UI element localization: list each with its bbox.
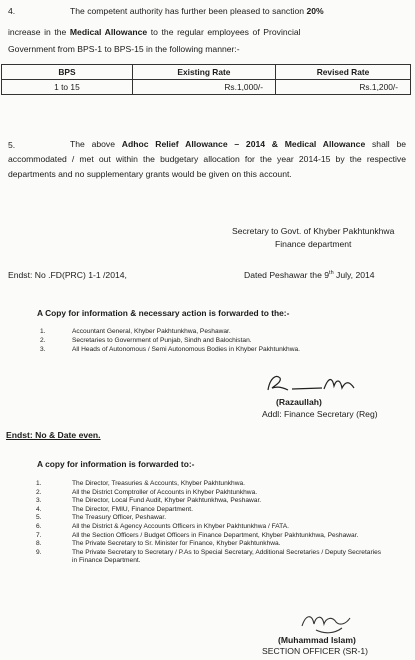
list-item: 2. All the District Comptroller of Accounts in Khyber Pakhtunkhwa. — [36, 488, 258, 496]
copy1-heading: A Copy for information & necessary action is forwarded to the:- — [37, 308, 290, 318]
para4-number: 4. — [8, 6, 16, 16]
signatory2-name: (Razaullah) — [276, 397, 322, 407]
para4-line2: increase in the Medical Allowance to the regular employees of Provincial — [8, 27, 301, 37]
table-header-existing: Existing Rate — [132, 65, 275, 80]
table-header-bps: BPS — [2, 65, 133, 80]
copy1-list — [40, 327, 300, 354]
list-item: 1. The Director, Treasuries & Accounts, Khyber Pakhtunkhwa. — [36, 480, 245, 487]
signature-razaullah — [262, 368, 362, 398]
signatory3-title: SECTION OFFICER (SR-1) — [262, 646, 368, 656]
para5-number: 5. — [8, 140, 16, 150]
endst1-number: Endst: No .FD(PRC) 1-1 /2014, — [8, 270, 127, 280]
list-item: 5. The Treasury Officer, Peshawar. — [36, 514, 167, 522]
list-item: 6. All the District & Agency Accounts Officers in Khyber Pakhtunkhwa / FATA. — [36, 522, 289, 530]
signatory3-name: (Muhammad Islam) — [278, 635, 356, 645]
signatory1-line1: Secretary to Govt. of Khyber Pakhtunkhwa — [232, 226, 395, 236]
table-header-revised: Revised Rate — [276, 65, 411, 80]
list-item: 3. The Director, Local Fund Audit, Khyber Pakhtunkhwa, Peshawar. — [36, 497, 262, 505]
endst2-heading: Endst: No & Date even. — [6, 430, 101, 440]
list-item: 8. The Private Secretary to Sr. Minister for Finance, Khyber Pakhtunkhwa. — [36, 540, 281, 548]
list-item: 9. The Private Secretary to Secretary / P.As to Special Secretary, Additional Secretaries / Deputy Secretaries in Finance Department. — [36, 548, 382, 565]
para5-text: The above Adhoc Relief Allowance – 2014 & Medical Allowance shall be accommodated / met out within the budgetary allocation for the year 2014-15 by the respective departments and no supplementary grants would be given on this account. — [8, 139, 407, 179]
table-header-row — [2, 65, 411, 80]
copy2-list — [36, 480, 384, 566]
signatory2-title: Addl: Finance Secretary (Reg) — [262, 409, 378, 419]
table-row — [2, 80, 411, 95]
list-item: 2. Secretaries to Government of Punjab, Sindh and Balochistan. — [40, 337, 252, 344]
para4-line1: The competent authority has further been pleased to sanction 20% — [70, 6, 324, 16]
para4-line3: Government from BPS-1 to BPS-15 in the following manner:- — [8, 44, 240, 54]
list-item: 7. All the Section Officers / Budget Officers in Finance Department, Khyber Pakhtunkhwa, Peshawar. — [36, 531, 359, 539]
table-cell-bps: 1 to 15 — [2, 80, 133, 95]
table-cell-revised: Rs.1,200/- — [276, 80, 411, 95]
table-cell-existing: Rs.1,000/- — [132, 80, 275, 95]
copy2-heading: A copy for information is forwarded to:- — [37, 459, 195, 469]
list-item: 4. The Director, FMIU, Finance Department. — [36, 505, 193, 513]
signatory1-line2: Finance department — [275, 239, 352, 249]
rates-table — [1, 64, 411, 95]
list-item: 3. All Heads of Autonomous / Semi Autonomous Bodies in Khyber Pakhtunkhwa. — [40, 346, 300, 353]
endst1-date: Dated Peshawar the 9th July, 2014 — [244, 270, 375, 280]
list-item: 1. Accountant General, Khyber Pakhtunkhwa, Peshawar. — [40, 328, 231, 335]
signature-muhammad-islam — [296, 608, 356, 638]
